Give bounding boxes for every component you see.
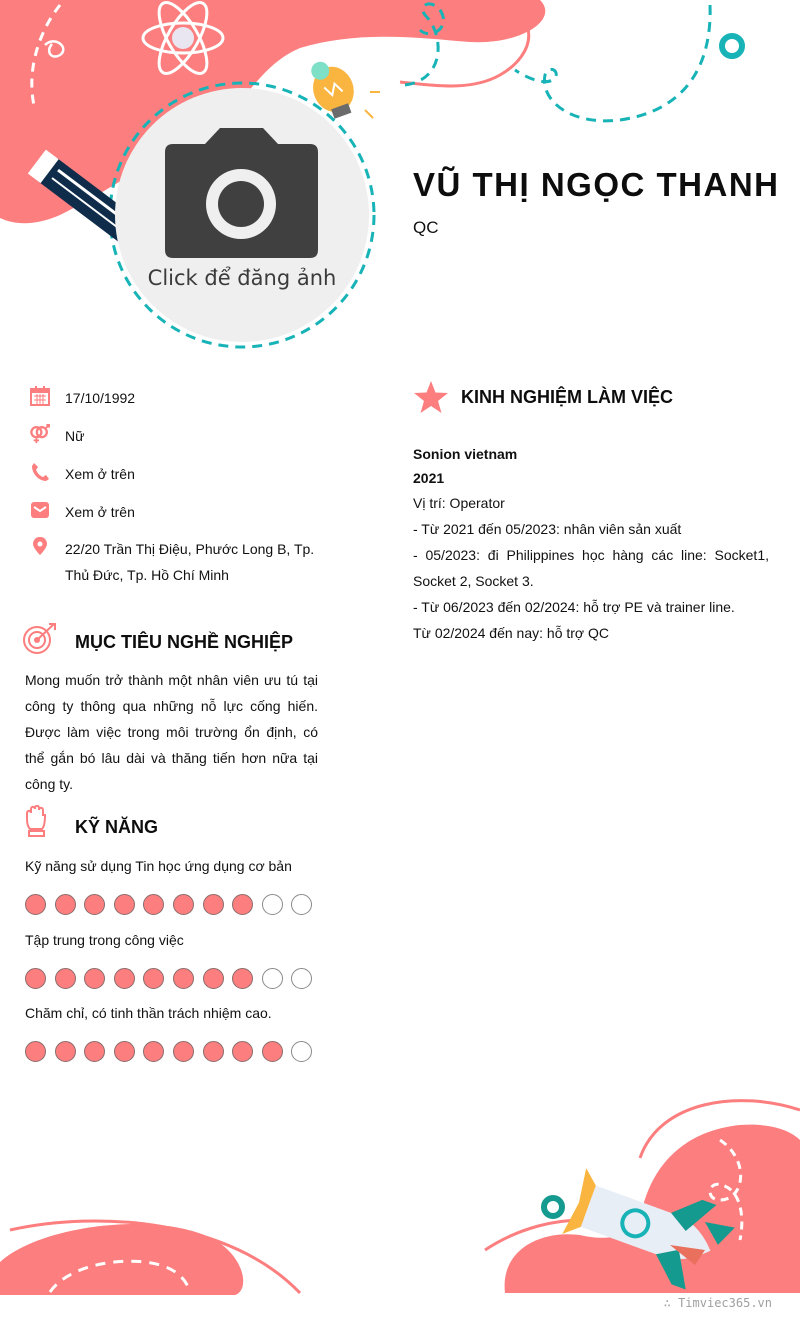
calendar-icon bbox=[30, 386, 50, 406]
rating-dot-filled bbox=[143, 1041, 164, 1062]
profile-photo-upload[interactable] bbox=[115, 88, 369, 342]
experience-line: - 05/2023: đi Philippines học hàng các line: Socket1, Socket 2, Socket 3. bbox=[413, 547, 769, 589]
rating-dot-filled bbox=[173, 894, 194, 915]
rating-dot-filled bbox=[84, 894, 105, 915]
rating-dot-empty bbox=[262, 894, 283, 915]
rating-dot-filled bbox=[84, 968, 105, 989]
rating-dot-filled bbox=[114, 968, 135, 989]
experience-title: KINH NGHIỆM LÀM VIỆC bbox=[461, 387, 674, 407]
rating-dot-filled bbox=[173, 1041, 194, 1062]
rating-dot-filled bbox=[55, 968, 76, 989]
rating-dot-filled bbox=[25, 894, 46, 915]
experience-line: - Từ 06/2023 đến 02/2024: hỗ trợ PE và trainer line. bbox=[413, 599, 735, 615]
skills-title: KỸ NĂNG bbox=[75, 817, 159, 837]
mail-icon bbox=[30, 500, 50, 520]
rating-dot-filled bbox=[55, 894, 76, 915]
gender-text: Nữ bbox=[65, 428, 85, 444]
experience-company: Sonion vietnam bbox=[413, 446, 518, 462]
watermark: ∴ Timviec365.vn bbox=[663, 1296, 772, 1310]
experience-line: - Từ 2021 đến 05/2023: nhân viên sản xuất bbox=[413, 521, 682, 537]
skill-rating bbox=[25, 894, 325, 916]
rating-dot-filled bbox=[232, 968, 253, 989]
skill-rating bbox=[25, 968, 325, 990]
rating-dot-filled bbox=[143, 894, 164, 915]
candidate-name: VŨ THỊ NGỌC THANH bbox=[413, 166, 780, 203]
rating-dot-filled bbox=[262, 1041, 283, 1062]
skill-name: Tập trung trong công việc bbox=[25, 931, 184, 948]
skill-rating bbox=[25, 1041, 325, 1063]
rating-dot-empty bbox=[291, 1041, 312, 1062]
rating-dot-filled bbox=[25, 1041, 46, 1062]
rating-dot-filled bbox=[25, 968, 46, 989]
photo-caption: Click để đăng ảnh bbox=[147, 266, 337, 290]
phone-text: Xem ở trên bbox=[65, 466, 135, 482]
skill-name: Chăm chỉ, có tinh thần trách nhiệm cao. bbox=[25, 1005, 272, 1021]
email-text: Xem ở trên bbox=[65, 504, 135, 520]
birthday-text: 17/10/1992 bbox=[65, 390, 136, 406]
rating-dot-empty bbox=[291, 968, 312, 989]
experience-entry bbox=[413, 442, 769, 646]
experience-year: 2021 bbox=[413, 470, 445, 486]
address-text: 22/20 Trần Thị Điệu, Phước Long B, Tp. Thủ Đức, Tp. Hồ Chí Minh bbox=[65, 541, 315, 583]
rating-dot-filled bbox=[203, 894, 224, 915]
rating-dot-filled bbox=[55, 1041, 76, 1062]
rating-dot-filled bbox=[203, 1041, 224, 1062]
rating-dot-filled bbox=[232, 894, 253, 915]
target-icon bbox=[22, 622, 58, 656]
experience-line: Từ 02/2024 đến nay: hỗ trợ QC bbox=[413, 625, 609, 641]
objective-text: Mong muốn trở thành một nhân viên ưu tú tại công ty thông qua những nỗ lực cống hiến. Được làm việc trong môi trường ổn định, có thể gắn bó lâu dài và thăng tiến hơn nữa tại công ty. bbox=[25, 672, 318, 792]
skill-name: Kỹ năng sử dụng Tin học ứng dụng cơ bản bbox=[25, 858, 292, 874]
objective-title: MỤC TIÊU NGHỀ NGHIỆP bbox=[75, 632, 294, 652]
rating-dot-filled bbox=[203, 968, 224, 989]
camera-icon bbox=[165, 126, 318, 258]
rating-dot-filled bbox=[143, 968, 164, 989]
candidate-role: QC bbox=[413, 218, 439, 237]
rating-dot-filled bbox=[232, 1041, 253, 1062]
fist-icon bbox=[24, 805, 48, 837]
rating-dot-filled bbox=[114, 1041, 135, 1062]
gender-icon bbox=[30, 424, 50, 444]
experience-line: Vị trí: Operator bbox=[413, 495, 505, 511]
phone-icon bbox=[30, 462, 50, 482]
rating-dot-empty bbox=[262, 968, 283, 989]
star-icon bbox=[413, 380, 449, 414]
rating-dot-filled bbox=[173, 968, 194, 989]
rating-dot-filled bbox=[84, 1041, 105, 1062]
rating-dot-filled bbox=[114, 894, 135, 915]
rating-dot-empty bbox=[291, 894, 312, 915]
location-icon bbox=[30, 536, 50, 556]
